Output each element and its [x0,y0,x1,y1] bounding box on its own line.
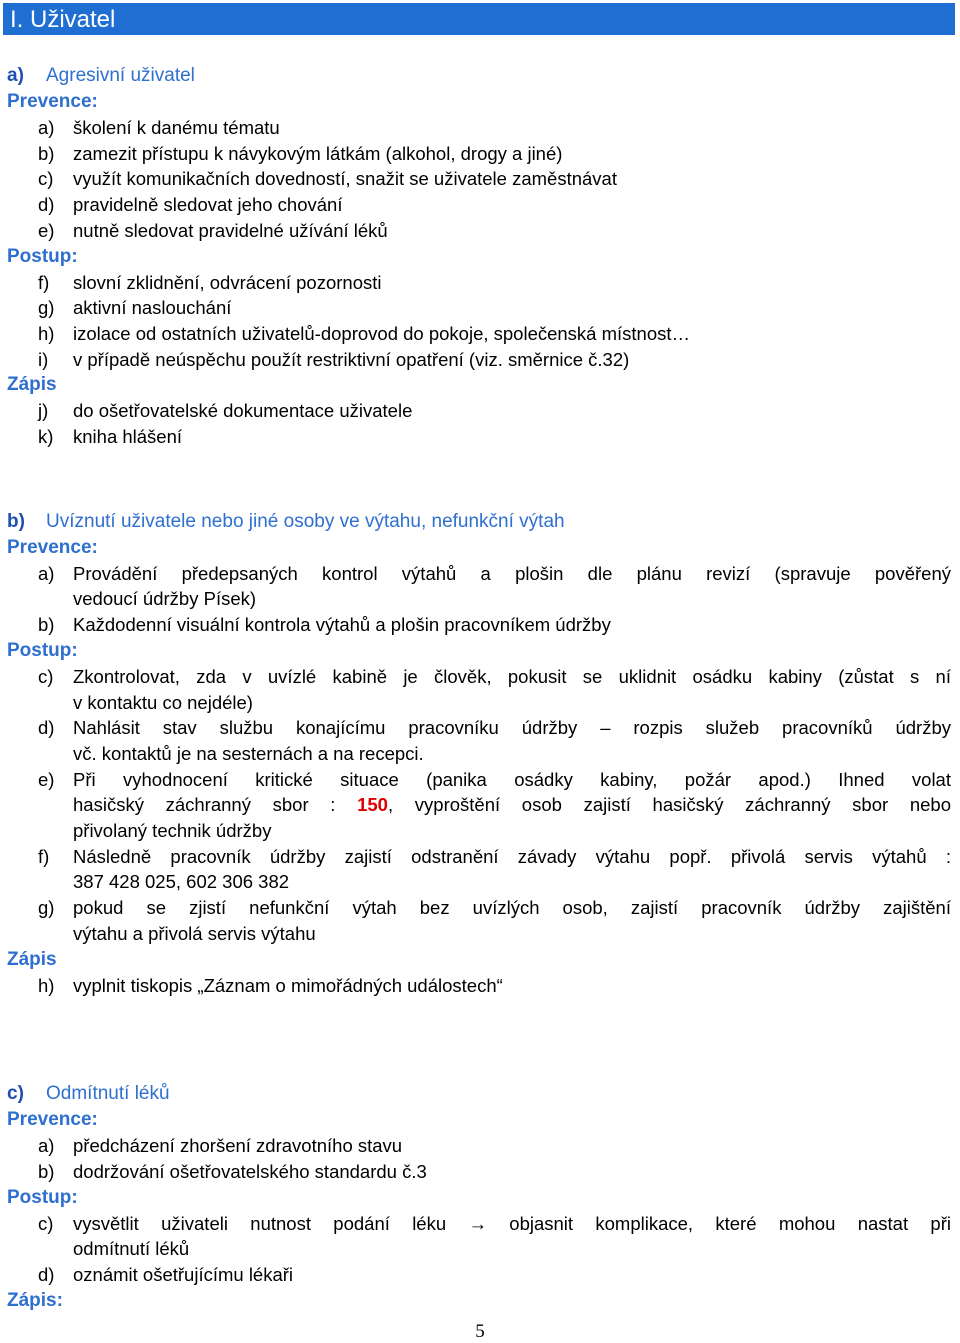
item-text-line: Při vyhodnocení kritické situace (panika osádky kabiny, požár apod.) Ihned volat [73,768,951,790]
item-label: g) [38,897,55,919]
item-text: oznámit ošetřujícímu lékaři [73,1264,294,1286]
section-b-heading [0,509,960,535]
text-fragment: , vyproštění osob zajistí hasičský záchranný sbor nebo [387,794,951,816]
list-item [0,1133,960,1159]
list-item [0,398,960,424]
item-text [73,844,951,895]
item-label: d) [38,1264,55,1286]
item-text: kniha hlášení [73,426,183,448]
section-spacer [0,450,960,509]
item-text-line: Zkontrolovat, zda v uvízlé kabině je člověk, pokusit se uklidnit osádku kabiny (zůstat s ní [73,665,951,687]
section-letter: a) [7,65,24,86]
item-label: c) [38,1212,54,1234]
item-label: f) [38,845,50,867]
item-label: h) [38,322,55,344]
item-text [73,715,951,766]
item-text: aktivní naslouchání [73,297,232,319]
item-text-line: vysvětlit uživateli nutnost podání léku → objasnit komplikace, které mohou nastat při [73,1212,951,1234]
emergency-number: 150 [357,794,388,816]
item-text-line: odmítnutí léků [73,1238,190,1260]
item-text [73,1211,951,1262]
list-item [0,192,960,218]
item-label: c) [38,665,54,687]
item-label: b) [38,1160,55,1182]
section-spacer [0,998,960,1081]
section-title: Odmítnutí léků [46,1083,170,1105]
list-item [0,664,960,715]
item-label: h) [38,974,55,996]
item-text [73,767,951,844]
section-title: Agresivní uživatel [46,65,195,86]
postup-label: Postup: [7,245,78,267]
item-text: předcházení zhoršení zdravotního stavu [73,1135,403,1157]
chapter-title: I. Uživatel [3,3,955,35]
list-item [0,895,960,946]
section-c-heading [0,1081,960,1107]
list-item [0,347,960,373]
item-text [73,561,951,612]
item-text-line: výtahu a přivolá servis výtahu [73,922,316,944]
zapis-label: Zápis: [7,1289,63,1311]
list-item [0,1262,960,1288]
item-label: a) [38,562,55,584]
list-item [0,321,960,347]
item-text: využít komunikačních dovedností, snažit se uživatele zaměstnávat [73,168,617,190]
postup-label: Postup: [7,639,78,661]
item-label: j) [38,400,49,422]
list-item [0,141,960,167]
prevence-label: Prevence: [7,1109,98,1131]
item-text-line: pokud se zjistí nefunkční výtah bez uvízlých osob, zajistí pracovník údržby zajištění [73,897,951,919]
section-letter: c) [7,1083,24,1105]
item-text-line [73,792,951,818]
item-label: a) [38,1135,55,1157]
list-item [0,270,960,296]
item-label: d) [38,194,55,216]
item-text-line: 387 428 025, 602 306 382 [73,871,290,893]
item-text: pravidelně sledovat jeho chování [73,194,343,216]
list-item [0,115,960,141]
item-label: e) [38,768,55,790]
item-label: e) [38,219,55,241]
item-label: b) [38,614,55,636]
item-text: dodržování ošetřovatelského standardu č.3 [73,1160,427,1182]
item-text: nutně sledovat pravidelné užívání léků [73,219,388,241]
list-item [0,844,960,895]
item-text-line: vedoucí údržby Písek) [73,588,257,610]
list-item [0,218,960,244]
prevence-label: Prevence: [7,91,98,112]
item-label: g) [38,297,55,319]
item-text: v případě neúspěchu použít restriktivní opatření (viz. směrnice č.32) [73,348,630,370]
item-text-line: vč. kontaktů je na sesternách a na recepci. [73,742,424,764]
item-text: vyplnit tiskopis „Záznam o mimořádných událostech“ [73,974,503,996]
document-body [0,63,960,1314]
item-text: do ošetřovatelské dokumentace uživatele [73,400,413,422]
item-label: d) [38,717,55,739]
item-text: slovní zklidnění, odvrácení pozornosti [73,271,382,293]
list-item [0,424,960,450]
list-item [0,767,960,844]
postup-label: Postup: [7,1186,78,1208]
section-letter: b) [7,510,25,532]
list-item [0,612,960,638]
list-item [0,1211,960,1262]
text-fragment: hasičský záchranný sbor : [73,794,358,816]
list-item [0,973,960,999]
page-number: 5 [475,1321,485,1342]
item-text: zamezit přístupu k návykovým látkám (alkohol, drogy a jiné) [73,142,563,164]
item-text: Každodenní visuální kontrola výtahů a plošin pracovníkem údržby [73,614,611,636]
item-text-line: Provádění předepsaných kontrol výtahů a plošin dle plánu revizí (spravuje pověřený [73,562,951,584]
item-text-line: v kontaktu co nejdéle) [73,691,253,713]
item-label: c) [38,168,54,190]
list-item [0,166,960,192]
list-item [0,715,960,766]
list-item [0,561,960,612]
item-text [73,664,951,715]
item-text: školení k danému tématu [73,117,280,138]
item-text-line: Následně pracovník údržby zajistí odstranění závady výtahu popř. přivolá servis výtahů : [73,845,951,867]
item-label: b) [38,142,55,164]
section-title: Uvíznutí uživatele nebo jiné osoby ve výtahu, nefunkční výtah [46,510,565,532]
item-label: k) [38,426,54,448]
prevence-label: Prevence: [7,536,98,558]
list-item [0,1159,960,1185]
list-item [0,295,960,321]
section-a-heading [0,63,960,89]
item-text-line: přivolaný technik údržby [73,820,272,842]
item-label: f) [38,271,50,293]
item-text-line: Nahlásit stav službu konajícímu pracovníku údržby – rozpis služeb pracovníků údržby [73,717,951,739]
item-label: a) [38,117,55,138]
zapis-label: Zápis [7,948,57,970]
item-label: i) [38,348,49,370]
zapis-label: Zápis [7,374,57,396]
item-text [73,895,951,946]
item-text: izolace od ostatních uživatelů-doprovod do pokoje, společenská místnost… [73,322,691,344]
